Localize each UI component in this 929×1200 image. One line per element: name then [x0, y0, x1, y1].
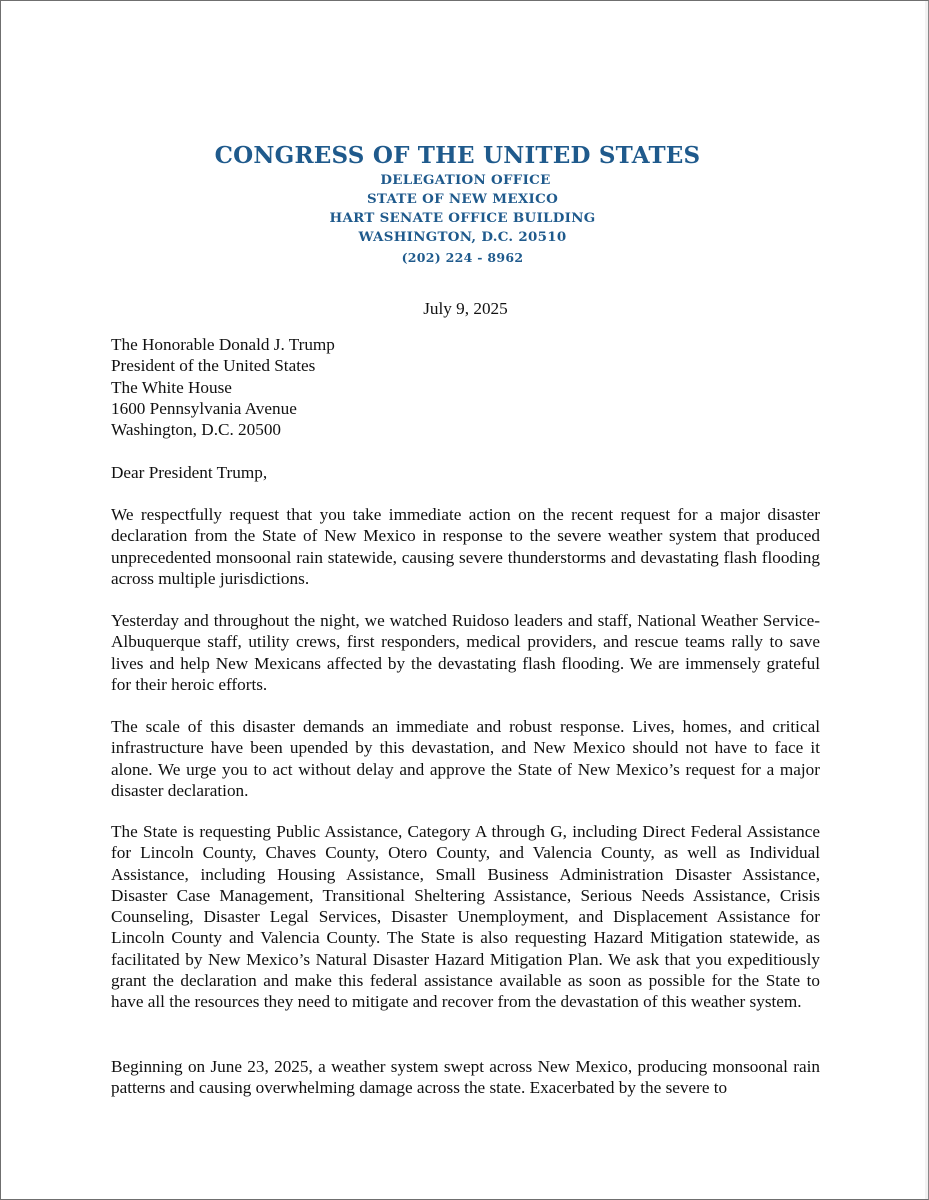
- recipient-line: The Honorable Donald J. Trump: [111, 335, 335, 354]
- recipient-line: The White House: [111, 377, 232, 397]
- letterhead-building: HART SENATE OFFICE BUILDING: [329, 210, 596, 226]
- letterhead-title: CONGRESS OF THE UNITED STATES: [214, 142, 701, 169]
- body-paragraph: Beginning on June 23, 2025, a weather system swept across New Mexico, producing monsoonal rain patterns and causing overwhelming damage across the state. Exacerbated by the severe to: [111, 1057, 820, 1098]
- recipient-line: President of the United States: [111, 356, 316, 376]
- letterhead-city: WASHINGTON, D.C. 20510: [358, 229, 567, 245]
- letterhead-phone: (202) 224 - 8962: [401, 250, 524, 265]
- letter-date: July 9, 2025: [423, 299, 508, 318]
- recipient-line: 1600 Pennsylvania Avenue: [111, 398, 297, 418]
- body-paragraph: The State is requesting Public Assistance, Category A through G, including Direct Federal Assistance for Lincoln County, Chaves County, Otero County, and Valencia County, as well as Individual Assistance, including Housing Assistance, Small Business Administration Disaster Assistance, Disaster Case Management, Transitional Sheltering Assistance, Serious Needs Assistance, Crisis Counseling, Disaster Legal Services, Disaster Unemployment, and Displacement Assistance for Lincoln County and Valencia County. The State is also requesting Hazard Mitigation statewide, as facilitated by New Mexico’s Natural Disaster Hazard Mitigation Plan. We ask that you expeditiously grant the declaration and make this federal assistance available as soon as possible for the State to have all the resources they need to mitigate and recover from the devastation of this weather system.: [111, 822, 820, 1012]
- body-paragraph: We respectfully request that you take immediate action on the recent request for a major disaster declaration from the State of New Mexico in response to the severe weather system that produced unprecedented monsoonal rain statewide, causing severe thunderstorms and devastating flash flooding across multiple jurisdictions.: [111, 505, 820, 588]
- letterhead-office: DELEGATION OFFICE: [380, 172, 551, 188]
- body-paragraph: The scale of this disaster demands an immediate and robust response. Lives, homes, and critical infrastructure have been upended by this devastation, and New Mexico should not have to face it alone. We urge you to act without delay and approve the State of New Mexico’s request for a major disaster declaration.: [111, 717, 820, 800]
- salutation: Dear President Trump,: [111, 463, 268, 482]
- body-paragraph: Yesterday and throughout the night, we watched Ruidoso leaders and staff, National Weather Service-Albuquerque staff, utility crews, first responders, medical providers, and rescue teams rally to save lives and help New Mexicans affected by the devastating flash flooding. We are immensely grateful for their heroic efforts.: [111, 611, 820, 694]
- recipient-address: [111, 334, 335, 440]
- letterhead-state: STATE OF NEW MEXICO: [366, 191, 559, 207]
- recipient-line: Washington, D.C. 20500: [111, 420, 282, 440]
